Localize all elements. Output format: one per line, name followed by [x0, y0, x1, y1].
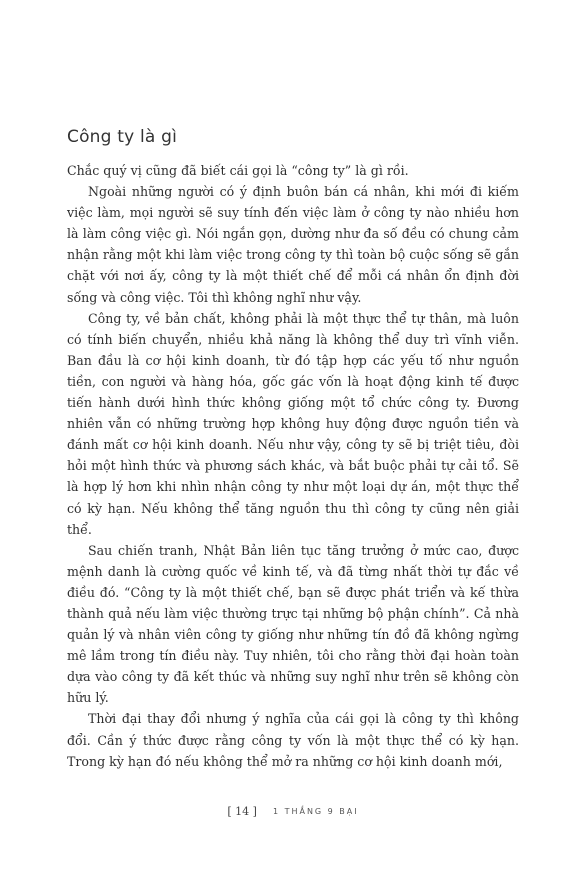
- page-number: [ 14 ]: [227, 805, 257, 818]
- body-text: [67, 160, 519, 772]
- paragraph: Sau chiến tranh, Nhật Bản liên tục tăng trưởng ở mức cao, được mệnh danh là cường quốc về kinh tế, và đã từng nhất thời tự đắc về điều đó. “Công ty là một thiết chế, bạn sẽ được phát triển và kế thừa thành quả nếu làm việc thường trực tại những bộ phận chính”. Cả nhà quản lý và nhân viên công ty giống như những tín đồ đã không ngừng mê lầm trong tín điều này. Tuy nhiên, tôi cho rằng thời đại hoàn toàn dựa vào công ty đã kết thúc và những suy nghĩ như trên sẽ không còn hữu lý.: [67, 542, 519, 706]
- page-footer: [0, 800, 586, 819]
- running-title: 1 THẮNG 9 BẠI: [272, 807, 359, 816]
- section-heading: Công ty là gì: [67, 127, 178, 147]
- paragraph: Công ty, về bản chất, không phải là một thực thể tự thân, mà luôn có tính biến chuyển, nhiều khả năng là không thể duy trì vĩnh viễn. Ban đầu là cơ hội kinh doanh, từ đó tập hợp các yếu tố như nguồn tiền, con người và hàng hóa, gốc gác vốn là hoạt động kinh tế được tiến hành dưới hình thức không giống một tổ chức công ty. Đương nhiên vẫn có những trường hợp không huy động được nguồn tiền và đánh mất cơ hội kinh doanh. Nếu như vậy, công ty sẽ bị triệt tiêu, đòi hỏi một hình thức và phương sách khác, và bắt buộc phải tự cải tổ. Sẽ là hợp lý hơn khi nhìn nhận công ty như một loại dự án, một thực thể có kỳ hạn. Nếu không thể tăng nguồn thu thì công ty cũng nên giải thể.: [67, 310, 519, 537]
- paragraph: Thời đại thay đổi nhưng ý nghĩa của cái gọi là công ty thì không đổi. Cần ý thức được rằng công ty vốn là một thực thể có kỳ hạn. Trong kỳ hạn đó nếu không thể mở ra những cơ hội kinh doanh mới,: [67, 711, 519, 769]
- paragraph: Chắc quý vị cũng đã biết cái gọi là “công ty” là gì rồi.: [67, 163, 409, 178]
- paragraph: Ngoài những người có ý định buôn bán cá nhân, khi mới đi kiếm việc làm, mọi người sẽ suy tính đến việc làm ở công ty nào nhiều hơn là làm công việc gì. Nói ngắn gọn, dường như đa số đều có chung cảm nhận rằng một khi làm việc trong công ty thì toàn bộ cuộc sống sẽ gắn chặt với nơi ấy, công ty là một thiết chế để mỗi cá nhân ổn định đời sống và công việc. Tôi thì không nghĩ như vậy.: [67, 184, 519, 305]
